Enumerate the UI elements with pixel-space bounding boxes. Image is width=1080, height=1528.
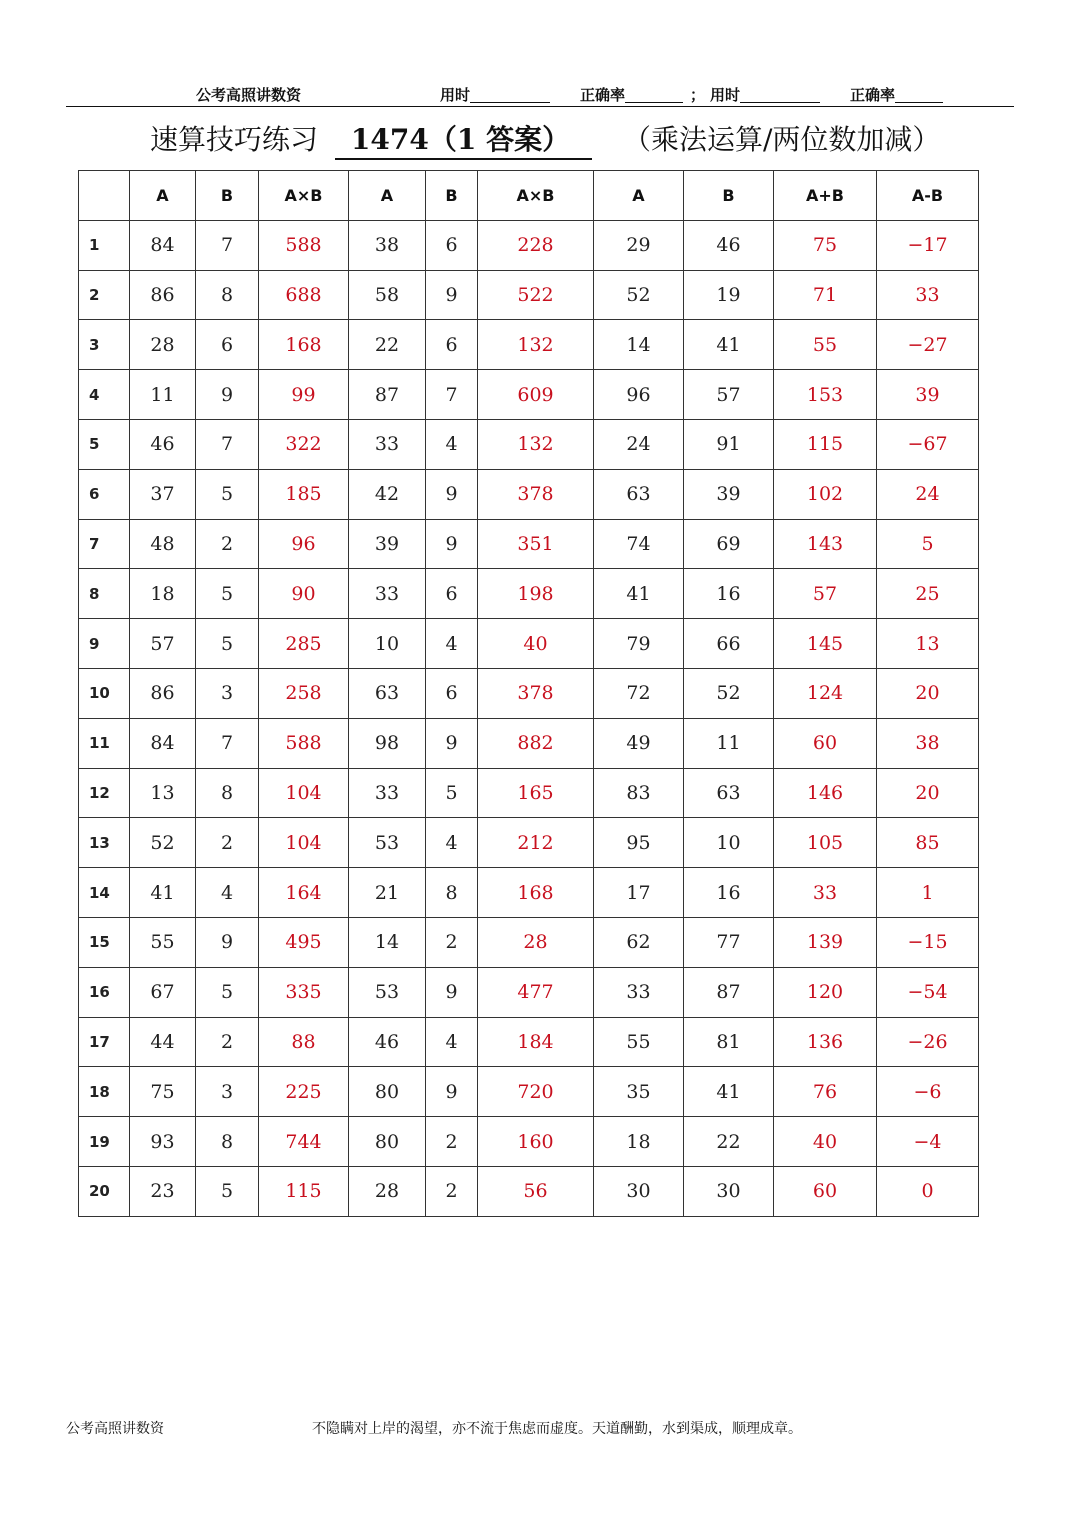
operand-cell: 33 xyxy=(594,967,684,1017)
operand-cell: 72 xyxy=(594,668,684,718)
row-number: 6 xyxy=(79,469,130,519)
operand-cell: 14 xyxy=(349,917,426,967)
operand-cell: 16 xyxy=(684,569,774,619)
answer-cell: 609 xyxy=(478,370,594,420)
operand-cell: 5 xyxy=(196,967,259,1017)
table-row xyxy=(79,768,979,818)
answer-cell: 588 xyxy=(259,220,349,270)
answer-cell: 522 xyxy=(478,270,594,320)
answer-cell: 184 xyxy=(478,1017,594,1067)
operand-cell: 19 xyxy=(684,270,774,320)
header-cell: A xyxy=(594,171,684,221)
table-row xyxy=(79,519,979,569)
operand-cell: 63 xyxy=(684,768,774,818)
answer-cell: 164 xyxy=(259,868,349,918)
operand-cell: 86 xyxy=(130,270,196,320)
answer-cell: 60 xyxy=(774,718,877,768)
table-header-row xyxy=(79,171,979,221)
row-number: 3 xyxy=(79,320,130,370)
answer-cell: 28 xyxy=(478,917,594,967)
operand-cell: 3 xyxy=(196,668,259,718)
operand-cell: 28 xyxy=(130,320,196,370)
header-cell: A xyxy=(349,171,426,221)
operand-cell: 3 xyxy=(196,1067,259,1117)
answer-cell: 20 xyxy=(877,768,979,818)
operand-cell: 10 xyxy=(349,619,426,669)
operand-cell: 6 xyxy=(196,320,259,370)
row-number: 2 xyxy=(79,270,130,320)
operand-cell: 9 xyxy=(196,370,259,420)
operand-cell: 30 xyxy=(594,1166,684,1216)
operand-cell: 6 xyxy=(426,569,478,619)
operand-cell: 2 xyxy=(426,1166,478,1216)
operand-cell: 21 xyxy=(349,868,426,918)
operand-cell: 24 xyxy=(594,419,684,469)
answer-cell: 225 xyxy=(259,1067,349,1117)
operand-cell: 46 xyxy=(349,1017,426,1067)
table-row xyxy=(79,668,979,718)
answer-cell: 139 xyxy=(774,917,877,967)
row-number: 5 xyxy=(79,419,130,469)
row-number: 18 xyxy=(79,1067,130,1117)
answer-cell: 322 xyxy=(259,419,349,469)
operand-cell: 10 xyxy=(684,818,774,868)
row-number: 12 xyxy=(79,768,130,818)
title-subtitle: （乘法运算/两位数加减） xyxy=(623,123,941,156)
answer-cell: 198 xyxy=(478,569,594,619)
operand-cell: 8 xyxy=(196,768,259,818)
operand-cell: 80 xyxy=(349,1067,426,1117)
operand-cell: 6 xyxy=(426,668,478,718)
table-row xyxy=(79,1017,979,1067)
answer-cell: −27 xyxy=(877,320,979,370)
answer-cell: 228 xyxy=(478,220,594,270)
table-row xyxy=(79,320,979,370)
accuracy-blank-2 xyxy=(895,88,943,103)
title-main: 速算技巧练习 xyxy=(150,123,319,156)
operand-cell: 46 xyxy=(684,220,774,270)
answer-cell: 168 xyxy=(478,868,594,918)
answer-cell: 115 xyxy=(774,419,877,469)
operand-cell: 2 xyxy=(426,917,478,967)
answer-cell: 146 xyxy=(774,768,877,818)
answer-cell: 744 xyxy=(259,1117,349,1167)
answer-cell: 1 xyxy=(877,868,979,918)
answer-cell: 40 xyxy=(478,619,594,669)
operand-cell: 38 xyxy=(349,220,426,270)
operand-cell: 8 xyxy=(196,1117,259,1167)
header-cell: A xyxy=(130,171,196,221)
answer-cell: 24 xyxy=(877,469,979,519)
table-row xyxy=(79,868,979,918)
accuracy-field-1 xyxy=(580,84,625,105)
operand-cell: 98 xyxy=(349,718,426,768)
row-number: 8 xyxy=(79,569,130,619)
operand-cell: 84 xyxy=(130,220,196,270)
operand-cell: 22 xyxy=(684,1117,774,1167)
time-label-2: 用时 xyxy=(710,86,741,104)
time-blank-1 xyxy=(470,88,550,103)
operand-cell: 41 xyxy=(684,320,774,370)
table-row xyxy=(79,718,979,768)
accuracy-label-1: 正确率 xyxy=(580,86,626,104)
row-number: 1 xyxy=(79,220,130,270)
accuracy-label-2: 正确率 xyxy=(850,86,896,104)
answer-cell: 378 xyxy=(478,668,594,718)
answer-cell: 168 xyxy=(259,320,349,370)
accuracy-field-2 xyxy=(850,84,895,105)
operand-cell: 9 xyxy=(426,1067,478,1117)
answer-cell: 132 xyxy=(478,320,594,370)
operand-cell: 9 xyxy=(426,718,478,768)
header-cell: B xyxy=(426,171,478,221)
answer-cell: 40 xyxy=(774,1117,877,1167)
operand-cell: 87 xyxy=(349,370,426,420)
accuracy-blank-1 xyxy=(625,88,683,103)
answer-cell: 132 xyxy=(478,419,594,469)
table-row xyxy=(79,220,979,270)
answer-cell: 477 xyxy=(478,967,594,1017)
operand-cell: 75 xyxy=(130,1067,196,1117)
operand-cell: 95 xyxy=(594,818,684,868)
row-number: 7 xyxy=(79,519,130,569)
table-row xyxy=(79,469,979,519)
row-number: 19 xyxy=(79,1117,130,1167)
row-number: 10 xyxy=(79,668,130,718)
header-cell: A×B xyxy=(478,171,594,221)
answer-cell: 90 xyxy=(259,569,349,619)
operand-cell: 66 xyxy=(684,619,774,669)
answer-cell: 143 xyxy=(774,519,877,569)
operand-cell: 28 xyxy=(349,1166,426,1216)
operand-cell: 55 xyxy=(594,1017,684,1067)
operand-cell: 87 xyxy=(684,967,774,1017)
table-row xyxy=(79,917,979,967)
answer-cell: 212 xyxy=(478,818,594,868)
operand-cell: 4 xyxy=(426,1017,478,1067)
row-number: 15 xyxy=(79,917,130,967)
table-row xyxy=(79,370,979,420)
header-cell: B xyxy=(684,171,774,221)
page-title xyxy=(150,118,940,160)
operand-cell: 62 xyxy=(594,917,684,967)
practice-table xyxy=(78,170,979,1217)
answer-cell: 688 xyxy=(259,270,349,320)
operand-cell: 55 xyxy=(130,917,196,967)
operand-cell: 7 xyxy=(196,419,259,469)
answer-cell: 71 xyxy=(774,270,877,320)
answer-cell: 104 xyxy=(259,818,349,868)
operand-cell: 5 xyxy=(196,469,259,519)
operand-cell: 9 xyxy=(196,917,259,967)
table-row xyxy=(79,1117,979,1167)
operand-cell: 86 xyxy=(130,668,196,718)
operand-cell: 46 xyxy=(130,419,196,469)
time-label-1: 用时 xyxy=(440,86,471,104)
operand-cell: 41 xyxy=(594,569,684,619)
answer-cell: −67 xyxy=(877,419,979,469)
operand-cell: 52 xyxy=(130,818,196,868)
operand-cell: 52 xyxy=(684,668,774,718)
table-row xyxy=(79,1166,979,1216)
operand-cell: 79 xyxy=(594,619,684,669)
answer-cell: 185 xyxy=(259,469,349,519)
table-row xyxy=(79,270,979,320)
answer-cell: 495 xyxy=(259,917,349,967)
operand-cell: 77 xyxy=(684,917,774,967)
operand-cell: 4 xyxy=(196,868,259,918)
table-row xyxy=(79,419,979,469)
operand-cell: 74 xyxy=(594,519,684,569)
operand-cell: 67 xyxy=(130,967,196,1017)
operand-cell: 23 xyxy=(130,1166,196,1216)
row-number: 11 xyxy=(79,718,130,768)
answer-cell: 96 xyxy=(259,519,349,569)
operand-cell: 84 xyxy=(130,718,196,768)
operand-cell: 18 xyxy=(130,569,196,619)
row-number: 9 xyxy=(79,619,130,669)
operand-cell: 9 xyxy=(426,519,478,569)
answer-cell: 88 xyxy=(259,1017,349,1067)
operand-cell: 33 xyxy=(349,768,426,818)
operand-cell: 53 xyxy=(349,967,426,1017)
header-cell: A-B xyxy=(877,171,979,221)
answer-cell: 60 xyxy=(774,1166,877,1216)
footer-source: 公考高照讲数资 xyxy=(66,1421,164,1437)
operand-cell: 6 xyxy=(426,320,478,370)
operand-cell: 30 xyxy=(684,1166,774,1216)
row-number: 14 xyxy=(79,868,130,918)
operand-cell: 39 xyxy=(349,519,426,569)
table-body xyxy=(79,220,979,1216)
time-field-1 xyxy=(440,84,470,105)
answer-cell: −4 xyxy=(877,1117,979,1167)
operand-cell: 63 xyxy=(594,469,684,519)
answer-cell: 120 xyxy=(774,967,877,1017)
answer-cell: 99 xyxy=(259,370,349,420)
operand-cell: 41 xyxy=(684,1067,774,1117)
operand-cell: 11 xyxy=(684,718,774,768)
answer-cell: −54 xyxy=(877,967,979,1017)
answer-cell: 76 xyxy=(774,1067,877,1117)
answer-cell: 75 xyxy=(774,220,877,270)
operand-cell: 96 xyxy=(594,370,684,420)
operand-cell: 9 xyxy=(426,469,478,519)
operand-cell: 58 xyxy=(349,270,426,320)
operand-cell: 49 xyxy=(594,718,684,768)
header-cell-index xyxy=(79,171,130,221)
answer-cell: 165 xyxy=(478,768,594,818)
answer-cell: 588 xyxy=(259,718,349,768)
operand-cell: 57 xyxy=(684,370,774,420)
operand-cell: 33 xyxy=(349,569,426,619)
operand-cell: 7 xyxy=(426,370,478,420)
row-number: 20 xyxy=(79,1166,130,1216)
operand-cell: 69 xyxy=(684,519,774,569)
answer-cell: 38 xyxy=(877,718,979,768)
answer-cell: 102 xyxy=(774,469,877,519)
answer-cell: 104 xyxy=(259,768,349,818)
operand-cell: 18 xyxy=(594,1117,684,1167)
table-row xyxy=(79,569,979,619)
answer-cell: 55 xyxy=(774,320,877,370)
row-number: 4 xyxy=(79,370,130,420)
table-row xyxy=(79,967,979,1017)
answer-cell: 153 xyxy=(774,370,877,420)
answer-cell: 105 xyxy=(774,818,877,868)
answer-cell: −15 xyxy=(877,917,979,967)
operand-cell: 42 xyxy=(349,469,426,519)
operand-cell: 8 xyxy=(426,868,478,918)
answer-cell: 335 xyxy=(259,967,349,1017)
answer-cell: 115 xyxy=(259,1166,349,1216)
operand-cell: 13 xyxy=(130,768,196,818)
title-answer-tag: 1474（1 答案） xyxy=(335,118,592,160)
operand-cell: 37 xyxy=(130,469,196,519)
operand-cell: 53 xyxy=(349,818,426,868)
answer-cell: 20 xyxy=(877,668,979,718)
operand-cell: 41 xyxy=(130,868,196,918)
answer-cell: 13 xyxy=(877,619,979,669)
table-row xyxy=(79,1067,979,1117)
table-row xyxy=(79,818,979,868)
answer-cell: 258 xyxy=(259,668,349,718)
operand-cell: 9 xyxy=(426,967,478,1017)
answer-cell: 136 xyxy=(774,1017,877,1067)
operand-cell: 4 xyxy=(426,419,478,469)
operand-cell: 2 xyxy=(426,1117,478,1167)
table-row xyxy=(79,619,979,669)
answer-cell: 57 xyxy=(774,569,877,619)
answer-cell: −17 xyxy=(877,220,979,270)
operand-cell: 2 xyxy=(196,1017,259,1067)
operand-cell: 5 xyxy=(196,1166,259,1216)
operand-cell: 81 xyxy=(684,1017,774,1067)
operand-cell: 48 xyxy=(130,519,196,569)
time-blank-2 xyxy=(740,88,820,103)
row-number: 16 xyxy=(79,967,130,1017)
header-cell: B xyxy=(196,171,259,221)
answer-cell: 33 xyxy=(877,270,979,320)
answer-cell: 351 xyxy=(478,519,594,569)
operand-cell: 35 xyxy=(594,1067,684,1117)
answer-cell: 25 xyxy=(877,569,979,619)
operand-cell: 52 xyxy=(594,270,684,320)
answer-cell: 378 xyxy=(478,469,594,519)
operand-cell: 83 xyxy=(594,768,684,818)
operand-cell: 44 xyxy=(130,1017,196,1067)
answer-cell: 56 xyxy=(478,1166,594,1216)
operand-cell: 8 xyxy=(196,270,259,320)
answer-cell: 160 xyxy=(478,1117,594,1167)
operand-cell: 14 xyxy=(594,320,684,370)
header-separator: ； xyxy=(690,86,706,104)
operand-cell: 4 xyxy=(426,818,478,868)
operand-cell: 91 xyxy=(684,419,774,469)
answer-cell: 0 xyxy=(877,1166,979,1216)
operand-cell: 29 xyxy=(594,220,684,270)
operand-cell: 7 xyxy=(196,220,259,270)
operand-cell: 17 xyxy=(594,868,684,918)
answer-cell: 882 xyxy=(478,718,594,768)
answer-cell: 39 xyxy=(877,370,979,420)
operand-cell: 7 xyxy=(196,718,259,768)
operand-cell: 5 xyxy=(196,619,259,669)
answer-cell: 720 xyxy=(478,1067,594,1117)
operand-cell: 22 xyxy=(349,320,426,370)
answer-cell: 145 xyxy=(774,619,877,669)
answer-cell: −26 xyxy=(877,1017,979,1067)
operand-cell: 80 xyxy=(349,1117,426,1167)
operand-cell: 2 xyxy=(196,818,259,868)
row-number: 17 xyxy=(79,1017,130,1067)
operand-cell: 11 xyxy=(130,370,196,420)
operand-cell: 63 xyxy=(349,668,426,718)
header-source: 公考高照讲数资 xyxy=(196,86,302,104)
row-number: 13 xyxy=(79,818,130,868)
operand-cell: 4 xyxy=(426,619,478,669)
answer-cell: 285 xyxy=(259,619,349,669)
operand-cell: 93 xyxy=(130,1117,196,1167)
answer-cell: −6 xyxy=(877,1067,979,1117)
operand-cell: 39 xyxy=(684,469,774,519)
operand-cell: 2 xyxy=(196,519,259,569)
worksheet-header xyxy=(0,80,1080,104)
time-field-2 xyxy=(710,84,740,105)
answer-cell: 124 xyxy=(774,668,877,718)
answer-cell: 5 xyxy=(877,519,979,569)
header-cell: A×B xyxy=(259,171,349,221)
operand-cell: 9 xyxy=(426,270,478,320)
answer-cell: 33 xyxy=(774,868,877,918)
operand-cell: 33 xyxy=(349,419,426,469)
operand-cell: 57 xyxy=(130,619,196,669)
header-cell: A+B xyxy=(774,171,877,221)
header-divider xyxy=(66,106,1014,107)
operand-cell: 16 xyxy=(684,868,774,918)
operand-cell: 6 xyxy=(426,220,478,270)
operand-cell: 5 xyxy=(426,768,478,818)
operand-cell: 5 xyxy=(196,569,259,619)
footer-motto: 不隐瞒对上岸的渴望，亦不流于焦虑而虚度。天道酬勤，水到渠成，顺理成章。 xyxy=(312,1421,802,1437)
answer-cell: 85 xyxy=(877,818,979,868)
